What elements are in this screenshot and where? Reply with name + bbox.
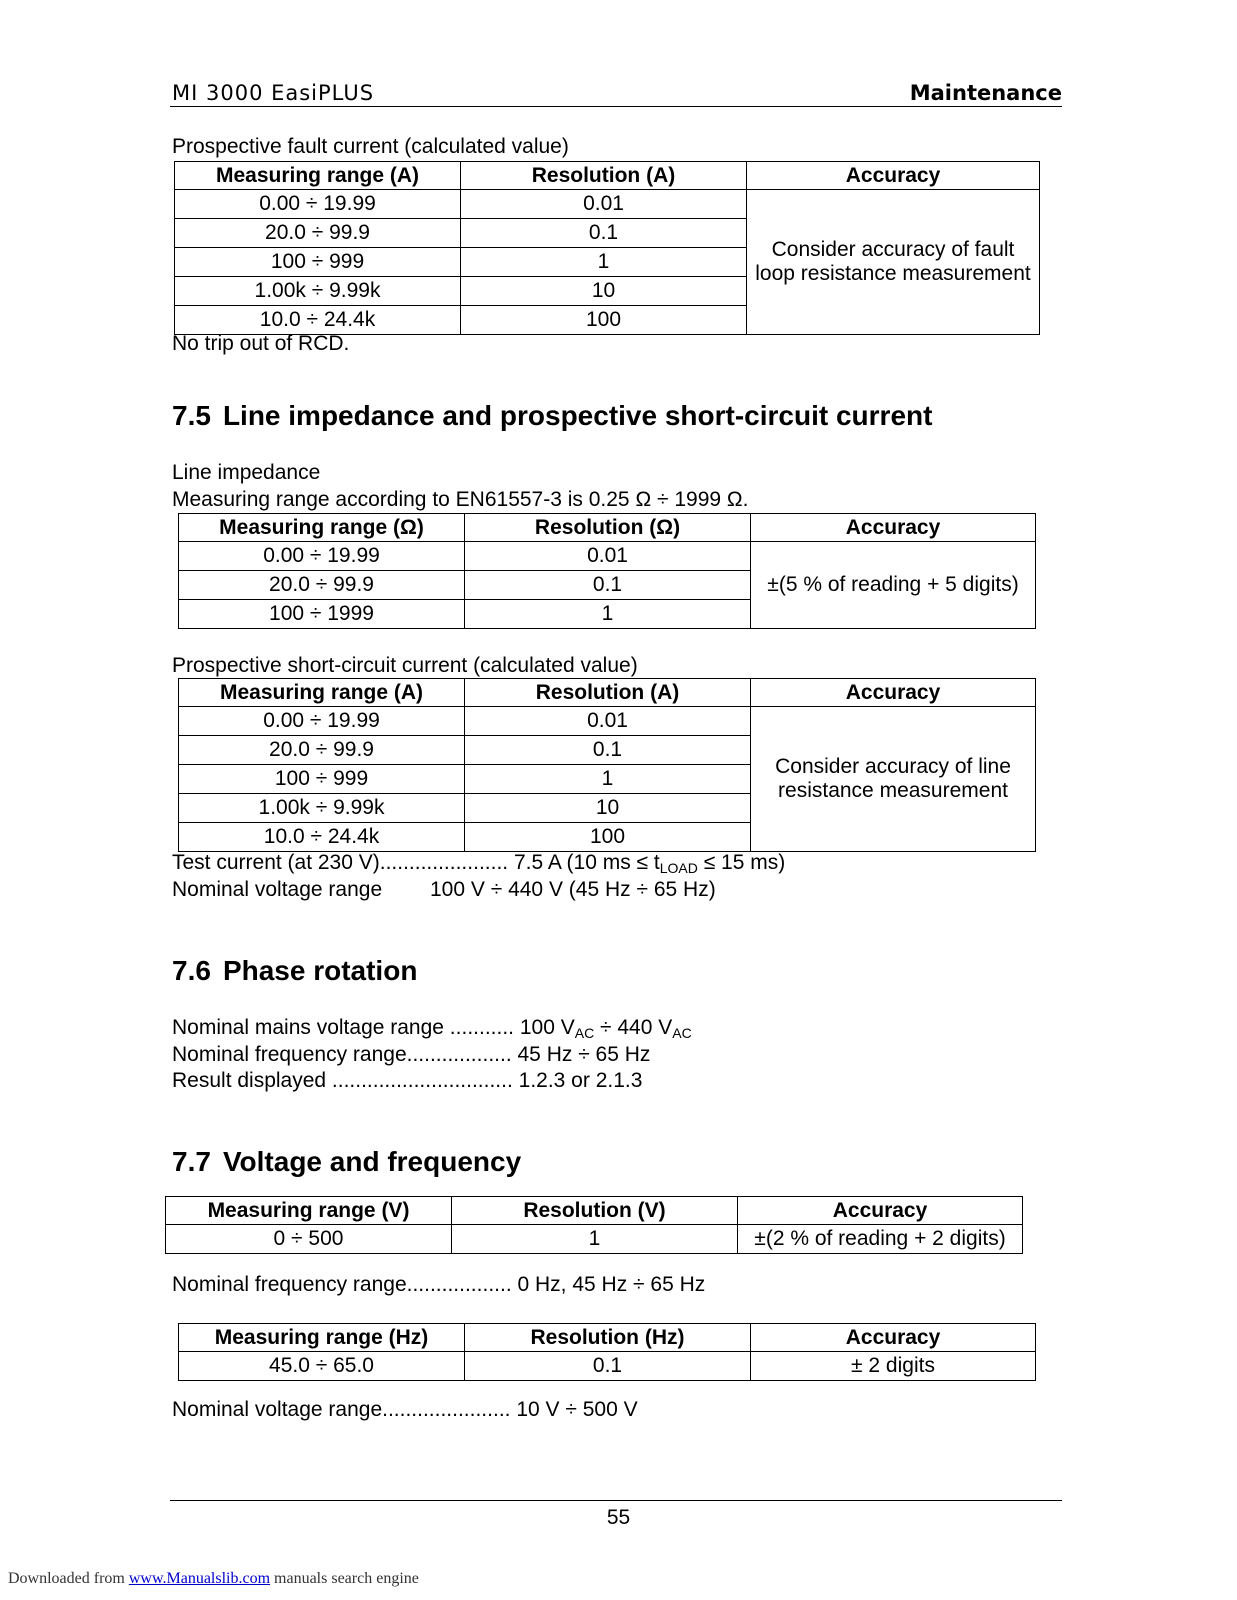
result-displayed-line <box>172 1069 642 1093</box>
section-heading-7-5 <box>172 400 932 432</box>
mains-voltage-label: Nominal mains voltage range ........... <box>172 1016 514 1039</box>
column-header: Accuracy <box>751 514 1036 542</box>
column-header: Measuring range (V) <box>166 1197 452 1225</box>
column-header: Accuracy <box>751 1324 1036 1352</box>
range-cell: 0.00 ÷ 19.99 <box>179 542 465 571</box>
frequency-range-value: 45 Hz ÷ 65 Hz <box>517 1043 651 1066</box>
column-header: Resolution (Hz) <box>465 1324 751 1352</box>
column-header: Measuring range (A) <box>175 162 461 190</box>
page-number: 55 <box>606 1506 631 1529</box>
column-header: Resolution (Ω) <box>465 514 751 542</box>
column-header: Resolution (A) <box>465 679 751 707</box>
column-header: Accuracy <box>738 1197 1023 1225</box>
resolution-cell: 0.1 <box>465 1352 751 1381</box>
column-header: Resolution (A) <box>461 162 747 190</box>
mains-voltage-value-end: ÷ 440 V <box>594 1016 673 1039</box>
section-title: Voltage and frequency <box>222 1146 522 1177</box>
range-cell: 100 ÷ 999 <box>179 765 465 794</box>
measuring-range-note: Measuring range according to EN61557-3 is 0.25 Ω ÷ 1999 Ω. <box>172 488 749 511</box>
resolution-cell: 1 <box>461 248 747 277</box>
section-title: Line impedance and prospective short-circuit current <box>222 400 933 431</box>
resolution-cell: 1 <box>452 1225 738 1254</box>
range-cell: 10.0 ÷ 24.4k <box>179 823 465 852</box>
resolution-cell: 100 <box>461 306 747 335</box>
header-rule <box>170 106 1062 107</box>
table-header-row <box>179 679 1036 707</box>
range-cell: 10.0 ÷ 24.4k <box>175 306 461 335</box>
table-row <box>166 1225 1023 1254</box>
result-displayed-value: 1.2.3 or 2.1.3 <box>518 1069 643 1092</box>
range-cell: 45.0 ÷ 65.0 <box>179 1352 465 1381</box>
resolution-cell: 100 <box>465 823 751 852</box>
frequency-table <box>178 1323 1036 1381</box>
resolution-cell: 10 <box>465 794 751 823</box>
header-product-name: MI 3000 EasiPLUS <box>172 81 375 105</box>
range-cell: 100 ÷ 1999 <box>179 600 465 629</box>
line-impedance-table <box>178 513 1036 629</box>
frequency-range-label: Nominal frequency range.................. <box>172 1043 512 1066</box>
short-circuit-table <box>178 678 1036 852</box>
section-number: 7.6 <box>172 955 211 986</box>
range-cell: 0.00 ÷ 19.99 <box>175 190 461 219</box>
resolution-cell: 0.01 <box>461 190 747 219</box>
line-impedance-label: Line impedance <box>172 461 321 484</box>
accuracy-cell: Consider accuracy of line resistance measurement <box>751 707 1036 852</box>
download-notice <box>8 1570 419 1588</box>
column-header: Measuring range (Hz) <box>179 1324 465 1352</box>
resolution-cell: 0.01 <box>465 542 751 571</box>
table-header-row <box>166 1197 1023 1225</box>
table-header-row <box>179 1324 1036 1352</box>
fault-current-note: No trip out of RCD. <box>172 332 350 355</box>
test-current-label: Test current (at 230 V)...................... <box>172 851 509 874</box>
resolution-cell: 10 <box>461 277 747 306</box>
resolution-cell: 0.1 <box>461 219 747 248</box>
mains-voltage-line <box>172 1016 692 1040</box>
resolution-cell: 0.1 <box>465 571 751 600</box>
range-cell: 20.0 ÷ 99.9 <box>175 219 461 248</box>
column-header: Accuracy <box>751 679 1036 707</box>
section-heading-7-7 <box>172 1146 521 1178</box>
test-current-line <box>172 851 785 875</box>
accuracy-cell: ± 2 digits <box>751 1352 1036 1381</box>
fault-current-title: Prospective fault current (calculated value) <box>172 135 569 158</box>
frequency-range-line <box>172 1043 650 1067</box>
fault-current-table <box>174 161 1040 335</box>
mains-voltage-subscript: AC <box>574 1025 595 1041</box>
test-current-value: 7.5 A (10 ms ≤ t <box>513 851 660 874</box>
frequency-range-line <box>172 1273 705 1297</box>
table-row <box>179 707 1036 736</box>
frequency-range-value: 0 Hz, 45 Hz ÷ 65 Hz <box>517 1273 706 1296</box>
short-circuit-title: Prospective short-circuit current (calculated value) <box>172 654 638 677</box>
range-cell: 100 ÷ 999 <box>175 248 461 277</box>
mains-voltage-subscript: AC <box>672 1025 692 1041</box>
section-number: 7.5 <box>172 400 211 431</box>
manualslib-link[interactable]: www.Manualslib.com <box>128 1570 271 1587</box>
accuracy-cell: ±(2 % of reading + 2 digits) <box>738 1225 1023 1254</box>
column-header: Measuring range (Ω) <box>179 514 465 542</box>
range-cell: 1.00k ÷ 9.99k <box>179 794 465 823</box>
table-row <box>179 1352 1036 1381</box>
nominal-voltage-value: 10 V ÷ 500 V <box>516 1398 638 1421</box>
range-cell: 20.0 ÷ 99.9 <box>179 736 465 765</box>
test-current-value-end: ≤ 15 ms) <box>697 851 786 874</box>
voltage-table <box>165 1196 1023 1254</box>
accuracy-cell: ±(5 % of reading + 5 digits) <box>751 542 1036 629</box>
section-title: Phase rotation <box>222 955 418 986</box>
table-row <box>175 190 1040 219</box>
nominal-voltage-line <box>172 1398 638 1422</box>
column-header: Measuring range (A) <box>179 679 465 707</box>
nominal-voltage-value: 100 V ÷ 440 V (45 Hz ÷ 65 Hz) <box>430 878 716 901</box>
footer-rule <box>170 1500 1062 1501</box>
test-current-subscript: LOAD <box>659 860 698 876</box>
section-number: 7.7 <box>172 1146 211 1177</box>
table-header-row <box>175 162 1040 190</box>
column-header: Resolution (V) <box>452 1197 738 1225</box>
range-cell: 0 ÷ 500 <box>166 1225 452 1254</box>
nominal-voltage-label: Nominal voltage range...................... <box>172 1398 511 1421</box>
download-prefix: Downloaded from <box>8 1570 129 1587</box>
header-chapter-title: Maintenance <box>909 81 1062 105</box>
resolution-cell: 0.01 <box>465 707 751 736</box>
mains-voltage-value: 100 V <box>519 1016 575 1039</box>
range-cell: 0.00 ÷ 19.99 <box>179 707 465 736</box>
frequency-range-label: Nominal frequency range.................. <box>172 1273 512 1296</box>
range-cell: 1.00k ÷ 9.99k <box>175 277 461 306</box>
table-header-row <box>179 514 1036 542</box>
column-header: Accuracy <box>747 162 1040 190</box>
resolution-cell: 1 <box>465 600 751 629</box>
resolution-cell: 0.1 <box>465 736 751 765</box>
nominal-voltage-label: Nominal voltage range <box>172 878 383 901</box>
table-row <box>179 542 1036 571</box>
accuracy-cell: Consider accuracy of fault loop resistance measurement <box>747 190 1040 335</box>
section-heading-7-6 <box>172 955 417 987</box>
result-displayed-label: Result displayed ............................... <box>172 1069 513 1092</box>
download-suffix: manuals search engine <box>270 1570 419 1587</box>
range-cell: 20.0 ÷ 99.9 <box>179 571 465 600</box>
resolution-cell: 1 <box>465 765 751 794</box>
